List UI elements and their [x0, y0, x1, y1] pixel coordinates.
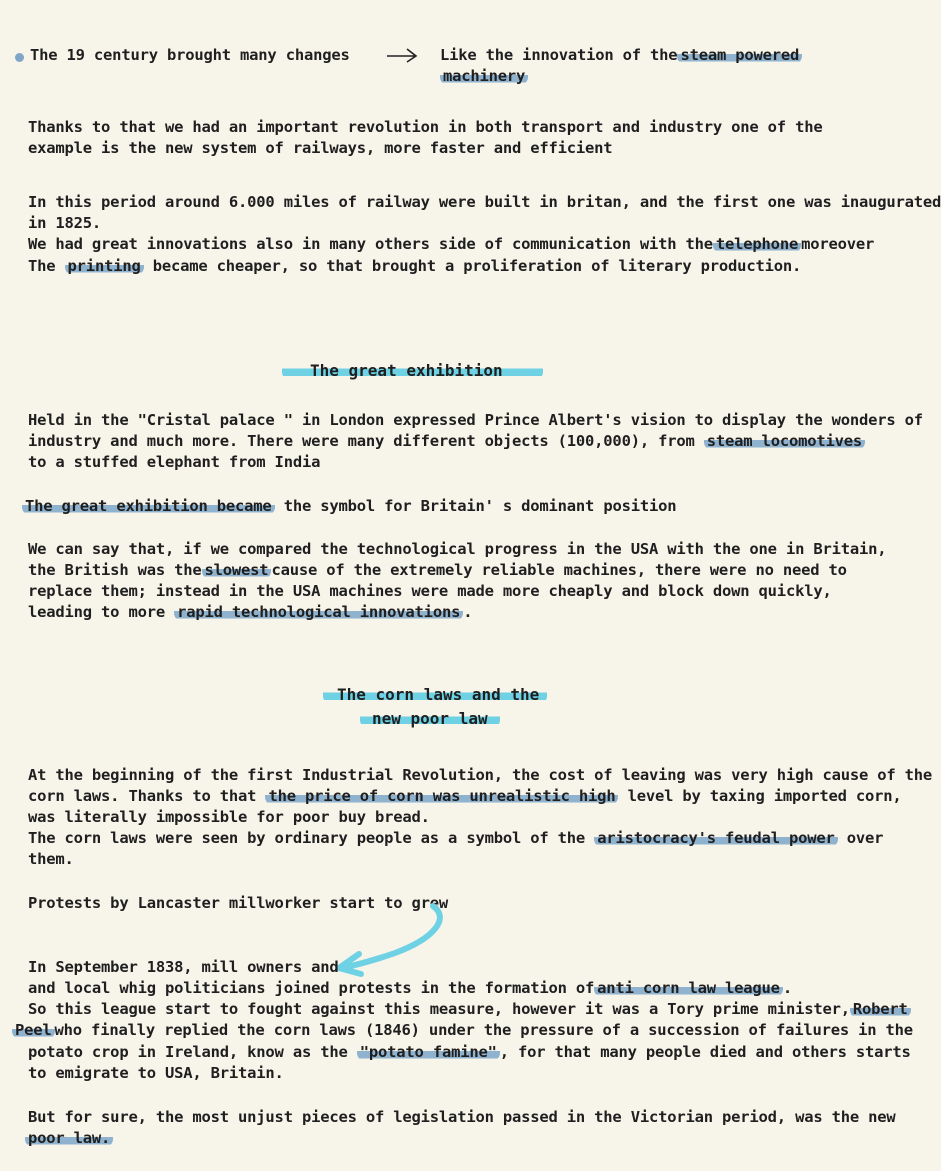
cornlaws-p3-line1: In September 1838, mill owners and [28, 958, 339, 976]
highlight-anti-corn-law-league: anti corn law league [594, 979, 783, 997]
highlight-price-of-corn: the price of corn was unrealistic high [265, 787, 618, 805]
cornlaws-p3-line5-text: , for that many people died and others starts [499, 1043, 911, 1061]
arrow-note-text: Like the innovation of the [440, 46, 678, 64]
para1-line1: Thanks to that we had an important revolution in both transport and industry one of the [28, 118, 823, 136]
highlight-printing: printing [65, 257, 144, 275]
para2-line3-text: We had great innovations also in many others side of communication with the [28, 235, 713, 253]
exhibition-p3-line2-text: cause of the extremely reliable machines, there were no need to [271, 561, 847, 579]
right-arrow-icon [385, 45, 419, 65]
intro-bullet-text: The 19 century brought many changes [30, 46, 350, 64]
exhibition-p1-line2 [28, 431, 865, 453]
para2-line3 [28, 234, 874, 256]
exhibition-p3-line1: We can say that, if we compared the technological progress in the USA with the one in Britain, [28, 540, 887, 558]
cornlaws-p1-line4-end: over [846, 829, 884, 847]
highlight-rapid-innovations: rapid technological innovations [174, 603, 463, 621]
highlight-steam-powered: steam powered [677, 46, 802, 64]
highlight-feudal-power: aristocracy's feudal power [594, 829, 837, 847]
bullet-dot-icon [15, 53, 24, 62]
cornlaws-p3-line3-text: So this league start to fought against this measure, however it was a Tory prime minister, [28, 1000, 850, 1018]
intro-arrow-note-line2 [440, 66, 528, 88]
cornlaws-p1-line4 [28, 828, 883, 850]
highlight-robert: Robert [850, 1000, 911, 1018]
para2-line4-text: became cheaper, so that brought a proliferation of literary production. [152, 257, 802, 275]
cornlaws-p3-line3 [28, 999, 911, 1021]
exhibition-p3-line4-end: . [463, 603, 473, 621]
exhibition-p2 [22, 496, 676, 518]
highlight-peel: Peel [12, 1021, 55, 1039]
intro-arrow-note [440, 45, 802, 67]
highlight-slowest: slowest [202, 561, 272, 579]
cornlaws-p3-line6: to emigrate to USA, Britain. [28, 1064, 284, 1082]
cornlaws-p4-line2 [25, 1128, 113, 1150]
cornlaws-p3-line2-start: and local whig politicians joined protests in the formation of [28, 979, 595, 997]
heading-corn-laws-line1: The corn laws and the [323, 685, 547, 704]
exhibition-p1-line1: Held in the "Cristal palace " in London expressed Prince Albert's vision to display the wonders of [28, 411, 923, 429]
highlight-potato-famine: "potato famine" [357, 1043, 500, 1061]
highlight-steam-locomotives: steam locomotives [704, 432, 865, 450]
cornlaws-p1-line5: them. [28, 850, 74, 868]
cornlaws-p1-line1: At the beginning of the first Industrial Revolution, the cost of leaving was very high cause of the [28, 766, 933, 784]
highlight-telephone: telephone [713, 235, 801, 253]
exhibition-p3-line3: replace them; instead in the USA machines were made more cheaply and block down quickly, [28, 582, 832, 600]
para1-line2: example is the new system of railways, more faster and efficient [28, 139, 613, 157]
exhibition-p3-line2-start: the British was the [28, 561, 202, 579]
para2-line4 [28, 256, 801, 278]
heading-corn-laws [323, 685, 547, 704]
para2-line1: In this period around 6.000 miles of railway were built in britan, and the first one was inaugurated [28, 193, 941, 211]
para2-line4-start: The [28, 257, 56, 275]
para2-line2: in 1825. [28, 214, 102, 232]
cornlaws-p1-line2-text: level by taxing imported corn, [627, 787, 902, 805]
cornlaws-p1-line2 [28, 786, 902, 808]
cornlaws-p1-line3: was literally impossible for poor buy bread. [28, 808, 430, 826]
curved-arrow-icon [325, 898, 455, 978]
exhibition-p2-text: the symbol for Britain' s dominant position [283, 497, 677, 515]
cornlaws-p4-line1: But for sure, the most unjust pieces of legislation passed in the Victorian period, was the new [28, 1108, 896, 1126]
cornlaws-p3-line5-start: potato crop in Ireland, know as the [28, 1043, 348, 1061]
exhibition-p3-line4 [28, 602, 472, 624]
para2-line3-end: moreover [801, 235, 875, 253]
heading-great-exhibition [282, 361, 543, 380]
heading-great-exhibition-text: The great exhibition [282, 361, 543, 380]
cornlaws-p3-line2 [28, 978, 792, 1000]
highlight-poor-law: poor law. [25, 1129, 113, 1147]
highlight-great-exhibition: The great exhibition became [22, 497, 275, 515]
heading-corn-laws-line2: new poor law [360, 709, 500, 728]
cornlaws-p2: Protests by Lancaster millworker start to grew [28, 894, 449, 912]
exhibition-p3-line4-start: leading to more [28, 603, 165, 621]
cornlaws-p3-line2-end: . [782, 979, 792, 997]
cornlaws-p3-line4 [12, 1020, 913, 1042]
cornlaws-p3-line5 [28, 1042, 911, 1064]
exhibition-p1-line2-text: industry and much more. There were many different objects (100,000), from [28, 432, 695, 450]
heading-new-poor-law [360, 709, 500, 728]
cornlaws-p1-line4-start: The corn laws were seen by ordinary people as a symbol of the [28, 829, 586, 847]
exhibition-p1-line3: to a stuffed elephant from India [28, 453, 321, 471]
cornlaws-p1-line2-start: corn laws. Thanks to that [28, 787, 257, 805]
exhibition-p3-line2 [28, 560, 847, 582]
highlight-machinery: machinery [440, 67, 528, 85]
cornlaws-p3-line4-text: who finally replied the corn laws (1846) under the pressure of a succession of failures in the [54, 1021, 913, 1039]
